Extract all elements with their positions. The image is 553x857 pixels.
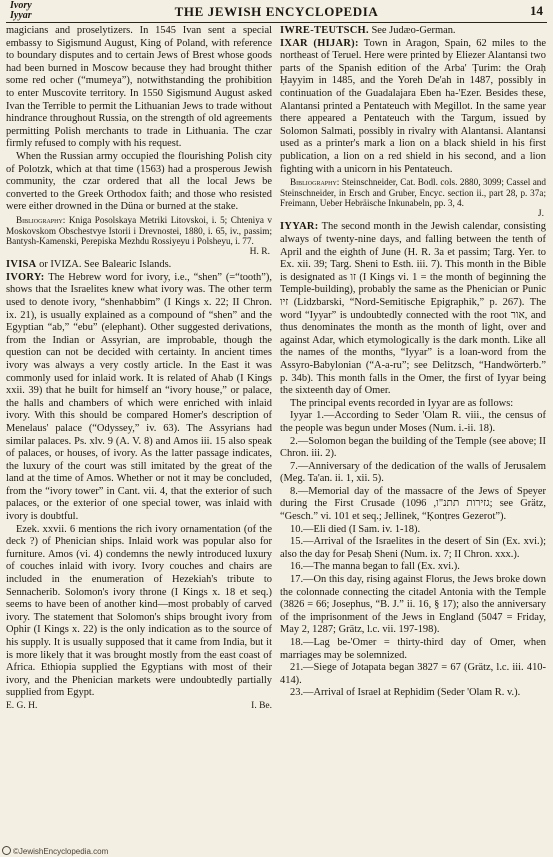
ivan-continuation-paragraph: magicians and proselytizers. In 1545 Ivan sent a special embassy to Sigismund August, King of Poland, with reference to boundary disputes and to certain Jews of Brest whose goods had been burned in Moscow because they had brought thither some red ocher (“mumeya”), notwithstanding the prohibition to enter Muscovite territory. In 1550 Sigismund August asked Ivan the Terrible to permit the Lithuanian Jews to trade without hindrance throughout Russia, on the strength of old agreements permitting Polish merchants to trade in Lithuania. The czar firmly refused to comply with his request. (6, 25, 272, 150)
iyyar-events-list (280, 410, 546, 700)
text-columns (6, 25, 547, 712)
iwre-entry (280, 25, 546, 38)
signature-right: I. Be. (251, 700, 272, 711)
list-item: 7.—Anniversary of the dedication of the walls of Jerusalem (Meg. Ta'an. ii. 1, xii. 5). (280, 460, 546, 485)
ivisa-crossref: or IVIZA. See Balearic Islands. (36, 259, 172, 271)
list-item: 10.—Eli died (I Sam. iv. 1-18). (290, 523, 421, 535)
ivory-paragraph-2: Ezek. xxvii. 6 mentions the rich ivory ornamentation (of the deck ?) of Phenician ships. Inlaid work was popular also for furniture. Amos (vi. 4) condemns the newly introduced luxury of couches inlaid with ivory. Ivory couches and chairs are included in the enumeration of Hezekiah's tribute to Sennacherib. Solomon's ivory throne (I Kings x. 18 et seq.) seems to have been of another kind—most probably of carved ivory. The statement that Solomon's ships brought ivory from Ophir (I Kings x. 22) is the only indication as to the source of his supply. It is usually supposed that it came from India, but it is more likely that it was brought mostly from the east coast of Africa. Ethiopia supplied the Egyptians with most of their ivory, and the Phenician markets were undoubtedly partially supplied from Egypt. (6, 523, 272, 699)
watermark-text: ©JewishEncyclopedia.com (13, 847, 109, 856)
iyyar-text: The second month in the Jewish calendar, consisting always of twenty-nine days, and falling between the tenth of April and the eighth of June (H. R. 3a et passim; Targ. Yer. to Ex. xii. 39; Targ. Sheni to Esth. iii. 7). This month in the Bible is designated as זו (I Kings vi. 1 = the month of beginning the Temple-building), probably the same as the Phenician or Punic זיו (Lidzbarski, “Nord-Semitische Epigraphik,” p. 267). The word “Iyyar” is undoubtedly connected with the root אור, and thus denominates the month as the month of light, over and against Adar, which etymologically is the dark month. Like all the names of the months, “Iyyar” is a loan-word from the Assyro-Babylonian (“A-a-ru”; see Delitzsch, “Handwörterb.” p. 34b). This month falls in the Omer, the first of Iyyar being the sixteenth day of Omer. (280, 221, 546, 397)
running-head-last: Iyyar (10, 10, 32, 21)
iwre-crossref: See Judæo-German. (368, 25, 456, 36)
book-title: THE JEWISH ENCYCLOPEDIA (174, 4, 379, 19)
bibliography-label: Bibliography: (290, 177, 340, 188)
bibliography-text: Kniga Posolskaya Metriki Litovskoi, i. 5; Chteniya v Moskovskom Obschestvye Istorii i Drevnostei, 1880, i. 65, iv., passim; Bantysh-Kamenski, Perepiska Mezhdu Rossiyeyu i Polsheyu, i. 77. (6, 214, 272, 247)
ixar-headword: IXAR (HIJAR): (280, 37, 359, 49)
bibliography-text: Steinschneider, Cat. Bodl. cols. 2880, 3099; Cassel and Steinschneider, in Ersch and Gruber, Encyc. section ii., part 28, p. 37a; Freimann, Ueber Hebräische Inkunabeln, pp. 3, 4. (280, 177, 546, 209)
list-item: 23.—Arrival of Israel at Rephidim (Seder 'Olam R. v.). (290, 687, 521, 699)
left-column (6, 25, 272, 712)
page-header (6, 0, 547, 23)
ivory-text: The Hebrew word for ivory, i.e., “shen” (=“tooth”), shows that the Israelites knew what ivory was. The other term used to denote ivory, “shenhabbim” (I Kings x. 22; II Chron. ix. 21), is usually explained as a compound of “shen” and the Egyptian “ab,” “ebu” (elephant). Other suggested derivations, from the Indian or Assyrian, are improbable, though the question can not be decided with certainty. In ancient times ivory was always a very costly article. In the East it was commonly used for inlaid work. It is related of Ahab (I Kings xxii. 39) that he built for himself an “ivory house,” or palace, the halls and chambers of which were enriched with inlaid ivory. With this should be compared Homer's description of Menelaus' palace (“Odyssey,” iv. 63). The Assyrians had similar palaces. Ps. xlv. 9 (A. V. 8) and Amos iii. 15 also speak of palaces, or houses, of ivory. As the latter passage indicates, the luxury of the court was still imitated by the great of the land at the time of Amos. Whether or not it may be concluded, from the “ivory tower” in Cant. vii. 4, that the exterior of such palaces, or the exterior of one special tower, was inlaid with ivory is doubtful. (6, 271, 272, 523)
ixar-signature: J. (537, 208, 544, 219)
ixar-text: Town in Aragon, Spain, 62 miles to the northeast of Teruel. Here were printed by Eliezer Alantansi two parts of the Spanish edition of the Arba' Ṭurim: the Oraḥ Ḥayyim in 1485, and the Yoreh De'ah in 1487, possibly in continuation of the Guadalajara Eben ha-'Ezer. Besides these, Alantansi printed a Pentateuch with Megillot. In the same year there appeared a Pentateuch with the Targum, issued by Solomon Salmati, possibly in rivalry with Alantansi. Alantansi used as a printer's mark a lion on a black shield in his first publication, a lion on a red shield in his second, and a lion fighting with a unicorn in his Pentateuch. (280, 37, 546, 175)
signature-left: E. G. H. (6, 700, 38, 711)
page-number: 14 (530, 3, 543, 18)
list-item: 2.—Solomon began the building of the Temple (see above; II Chron. iii. 2). (280, 435, 546, 460)
ivory-paragraph (6, 272, 272, 524)
list-item: 15.—Arrival of the Israelites in the desert of Sin (Ex. xvi.); also the day for Pesaḥ Sheni (Num. ix. 7; II Chron. xxx.). (280, 536, 546, 560)
iyyar-events-intro: The principal events recorded in Iyyar are as follows: (290, 397, 514, 409)
polotzk-paragraph: When the Russian army occupied the flourishing Polish city of Polotzk, which at that time (1563) had a prosperous Jewish community, the czar ordered that all the local Jews be converted to the Greek Orthodox faith; and those who resisted were either drowned in the Düna or burned at the stake. (6, 150, 272, 213)
list-item: 8.—Memorial day of the massacre of the Jews of Speyer during the First Crusade (גזירות תתנ"ו, 1096; see Grätz, “Gesch.” vi. 101 et seq.; Jellinek, “Ḳonṭres Gezerot”). (280, 485, 547, 523)
iyyar-paragraph (280, 221, 546, 397)
running-head-first: Ivory (10, 0, 32, 11)
right-column (280, 25, 546, 712)
iyyar-headword: IYYAR: (280, 221, 319, 233)
ivory-headword: IVORY: (6, 271, 45, 283)
bibliography-label: Bibliography: (16, 214, 66, 225)
ixar-paragraph (280, 38, 546, 177)
copyright-icon (2, 846, 11, 855)
ivan-bibliography (6, 215, 272, 247)
ixar-bibliography (280, 177, 546, 209)
ivisa-headword: IVISA (6, 259, 37, 271)
list-item: Iyyar 1.—According to Seder 'Olam R. viii., the census of the people was begun under Moses (Num. i.-ii. 18). (280, 410, 546, 434)
ivisa-entry (6, 259, 272, 272)
list-item: 16.—The manna began to fall (Ex. xvi.). (290, 561, 460, 573)
list-item: 21.—Siege of Jotapata began 3827 = 67 (Grätz, l.c. iii. 410-414). (280, 662, 546, 686)
watermark-url (2, 846, 108, 856)
iwre-headword: IWRE-TEUTSCH. (280, 25, 369, 36)
list-item: 18.—Lag be-'Omer = thirty-third day of Omer, when marriages may be solemnized. (280, 637, 546, 661)
author-signature: H. R. (249, 246, 270, 257)
list-item: 17.—On this day, rising against Florus, the Jews broke down the colonnade connecting the citadel Antonia with the Temple (3826 = 66; Josephus, “B. J.” ii. 16, § 17); also the anniversary of the imprisonment of the Jews in England (5047 = Friday, May 2, 1287; Grätz, l.c. vii. 197-198). (280, 574, 546, 636)
ivory-signatures (6, 701, 272, 713)
